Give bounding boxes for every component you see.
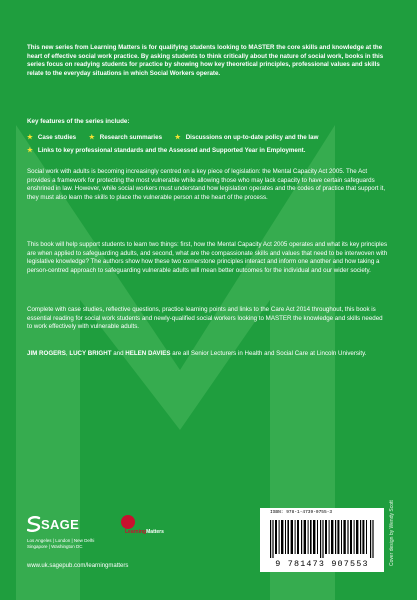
key-feature-item: ★ Research summaries (88, 134, 163, 141)
author-bio: JIM ROGERS, LUCY BRIGHT and HELEN DAVIES are all Senior Lecturers in Health and Social Care at Lincoln University. (27, 350, 367, 357)
key-feature-item: ★ Links to key professional standards and the Assessed and Supported Year in Employment. (27, 147, 306, 154)
key-features-row-1 (27, 133, 329, 141)
publisher-name: SAGE (41, 517, 80, 532)
cover-design-credit: Cover design by Wendy Scott (389, 500, 395, 566)
star-icon: ★ (174, 134, 181, 141)
barcode-number: 9 781473 907553 (275, 559, 369, 569)
description-paragraph-3: Complete with case studies, reflective questions, practice learning points and links to the Care Act 2014 throughout, this book is essential reading for social work students and newly-qualified social workers looking to MASTER the knowledge and skills needed to work effectively with vulnerable adults. (27, 306, 383, 331)
description-paragraph-1: Social work with adults is becoming increasingly centred on a key piece of legislation: the Mental Capacity Act 2005. The Act provides a framework for protecting the most vulnerable while allowing those who may lack capacity to have certain safeguards enshrined in law. However, while social workers must understand how legislation operates and the codes of practice that support it, they must also learn the skills to place the vulnerable person at the heart of the process. (27, 168, 386, 201)
series-intro: This new series from Learning Matters is for qualifying students looking to MASTER the core skills and knowledge at the heart of effective social work practice. By asking students to think critically about the nature of social work, books in this series focus on readying students for practice by showing how key theoretical principles, professional values and skills relate to the everyday situations in which Social Workers operate. (27, 44, 384, 77)
description-paragraph-2: This book will help support students to learn two things: first, how the Mental Capacity Act 2005 operates and what its key principles are when applied to safeguarding adults, and second, what are the compassionate skills and values that need to be interwoven with legislative knowledge? The authors show how these two cornerstone principles interact and inform one another and how taking a person-centred approach to safeguarding vulnerable adults will mean better outcomes for the individual and our wider society. (27, 241, 388, 274)
star-icon: ★ (88, 134, 95, 141)
author-name: HELEN DAVIES (125, 350, 171, 357)
key-feature-item: ★ Case studies (27, 134, 77, 141)
isbn-label: ISBN: 978-1-4739-0755-3 (270, 510, 333, 515)
key-features-row-2 (27, 146, 316, 154)
star-icon: ★ (27, 134, 33, 141)
author-name: LUCY BRIGHT (69, 350, 112, 357)
star-icon: ★ (27, 147, 33, 154)
author-name: JIM ROGERS (27, 350, 66, 357)
sage-logo-icon (27, 516, 41, 532)
publisher-url[interactable]: www.uk.sagepub.com/learningmatters (27, 563, 129, 569)
imprint-name: LearningMatters (125, 529, 164, 535)
publisher-locations: Los Angeles | London | New Delhi Singapore | Washington DC (27, 538, 95, 549)
key-feature-item: ★ Discussions on up-to-date policy and the law (174, 134, 319, 141)
key-features-heading: Key features of the series include: (27, 118, 130, 125)
learning-matters-logo-icon (121, 515, 135, 529)
barcode-icon (270, 520, 374, 558)
